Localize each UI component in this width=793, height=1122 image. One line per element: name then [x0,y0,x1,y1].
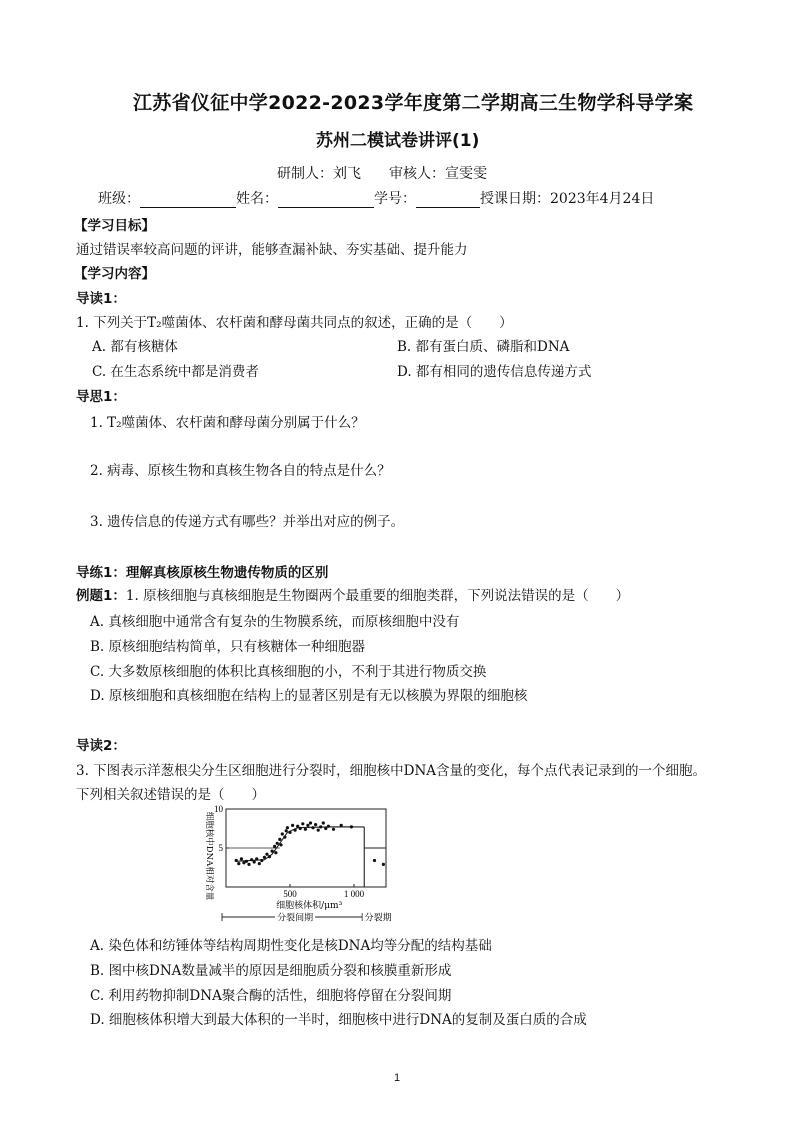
data-point [273,845,276,848]
data-point [278,838,281,841]
data-point [373,859,376,862]
practice1-question: 1. 原核细胞与真核细胞是生物圈两个最重要的细胞类群，下列说法错误的是（ ） [125,588,630,604]
section2-question-line1: 3. 下图表示洋葱根尖分生区细胞进行分裂时，细胞核中DNA含量的变化，每个点代表记录到的一个细胞。 [76,763,707,779]
practice1-option-d: D. 原核细胞和真核细胞在结构上的显著区别是有无以核膜为界限的细胞核 [90,688,528,704]
data-point [247,863,250,866]
data-point [327,825,330,828]
data-point [285,829,288,832]
data-point [286,826,289,829]
practice1-option-c: C. 大多数原核细胞的体积比真核细胞的小，不利于其进行物质交换 [90,664,487,680]
section2-option-a: A. 染色体和纺锤体等结构周期性变化是核DNA均等分配的结构基础 [90,938,492,954]
data-point [296,825,299,828]
data-point [260,859,263,862]
data-point [291,824,294,827]
data-point [332,828,335,831]
name-blank[interactable] [278,193,374,208]
practice1-option-a: A. 真核细胞中通常含有复杂的生物膜系统，而原核细胞中没有 [90,614,460,630]
section1-option-d: D. 都有相同的遗传信息传递方式 [397,364,592,380]
goal-heading: 【学习目标】 [74,218,155,234]
name-label: 姓名： [236,191,278,207]
interphase-label: 分裂间期 [277,913,314,923]
practice1-question-row [76,584,629,604]
section2-question-line2: 下列相关叙述错误的是（ ） [76,787,265,803]
data-point [340,824,343,827]
data-point [311,826,314,829]
date-label: 授课日期：2023年4月24日 [480,191,655,207]
data-point [235,859,238,862]
data-point [304,828,307,831]
think1-heading: 导思1： [76,389,126,405]
x-tick-label: 500 [283,889,297,899]
think1-question-1: 1. T₂噬菌体、农杆菌和酵母菌分别属于什么？ [90,415,365,431]
data-point [314,823,317,826]
student-info-row [98,188,654,208]
document-subtitle: 苏州二模试卷讲评(1) [316,131,480,151]
section2-option-c: C. 利用药物抑制DNA聚合酶的活性，细胞将停留在分裂间期 [90,988,452,1004]
id-blank[interactable] [416,193,480,208]
y-tick-label: 5 [218,843,223,853]
section1-option-c: C. 在生态系统中都是消费者 [92,364,259,380]
y-axis-label: 细胞核中DNA相对含量 [204,811,214,901]
example-label: 例题1： [76,588,126,604]
data-point [245,860,248,863]
data-point [281,832,284,835]
x-tick-label: 1 000 [343,889,365,899]
data-point [265,853,268,856]
data-point [324,827,327,830]
think1-question-3: 3. 遗传信息的传递方式有哪些？并举出对应的例子。 [90,514,405,530]
section1-question: 1. 下列关于T₂噬菌体、农杆菌和酵母菌共同点的叙述，正确的是（ ） [76,315,513,331]
section1-option-b: B. 都有蛋白质、磷脂和DNA [397,339,570,355]
section1-heading: 导读1： [76,291,126,307]
data-point [306,824,309,827]
data-point [283,836,286,839]
authors-line: 研制人：刘飞 审核人：宣雯雯 [277,166,487,182]
data-point [271,850,274,853]
x-axis-label: 细胞核体积/μm³ [276,901,343,911]
data-point [255,857,258,860]
data-point [279,843,282,846]
data-point [263,856,266,859]
y-tick-label: 10 [214,805,223,814]
content-heading: 【学习内容】 [74,266,155,282]
data-point [258,862,261,865]
trend-curve [236,827,354,861]
section2-option-b: B. 图中核DNA数量减半的原因是细胞质分裂和核膜重新形成 [90,963,452,979]
data-point [382,863,385,866]
class-blank[interactable] [140,193,236,208]
data-point [322,821,325,824]
dna-content-chart [196,805,396,923]
data-point [268,855,271,858]
data-point [294,829,297,832]
data-point [274,851,277,854]
data-point [250,858,253,861]
practice1-heading: 导练1：理解真核原核生物遗传物质的区别 [76,565,329,581]
data-point [309,821,312,824]
class-label: 班级： [98,191,140,207]
think1-question-2: 2. 病毒、原核生物和真核生物各自的特点是什么？ [90,463,391,479]
document-title: 江苏省仪征中学2022-2023学年度第二学期高三生物学科导学案 [133,92,694,114]
section2-option-d: D. 细胞核体积增大到最大体积的一半时，细胞核中进行DNA的复制及蛋白质的合成 [90,1012,587,1028]
section1-option-a: A. 都有核糖体 [92,339,178,355]
data-point [317,829,320,832]
goal-text: 通过错误率较高问题的评讲，能够查漏补缺、夯实基础、提升能力 [76,242,468,258]
data-point [319,825,322,828]
data-point [301,822,304,825]
data-point [276,842,279,845]
division-phase-label: 分裂期 [364,913,392,923]
data-point [288,831,291,834]
data-point [253,860,256,863]
data-point [240,857,243,860]
id-label: 学号： [374,191,416,207]
practice1-option-b: B. 原核细胞结构简单，只有核糖体一种细胞器 [90,639,366,655]
data-point [350,825,353,828]
section2-heading: 导读2： [76,738,126,754]
data-point [237,862,240,865]
data-point [299,827,302,830]
page-number: 1 [394,1072,401,1084]
